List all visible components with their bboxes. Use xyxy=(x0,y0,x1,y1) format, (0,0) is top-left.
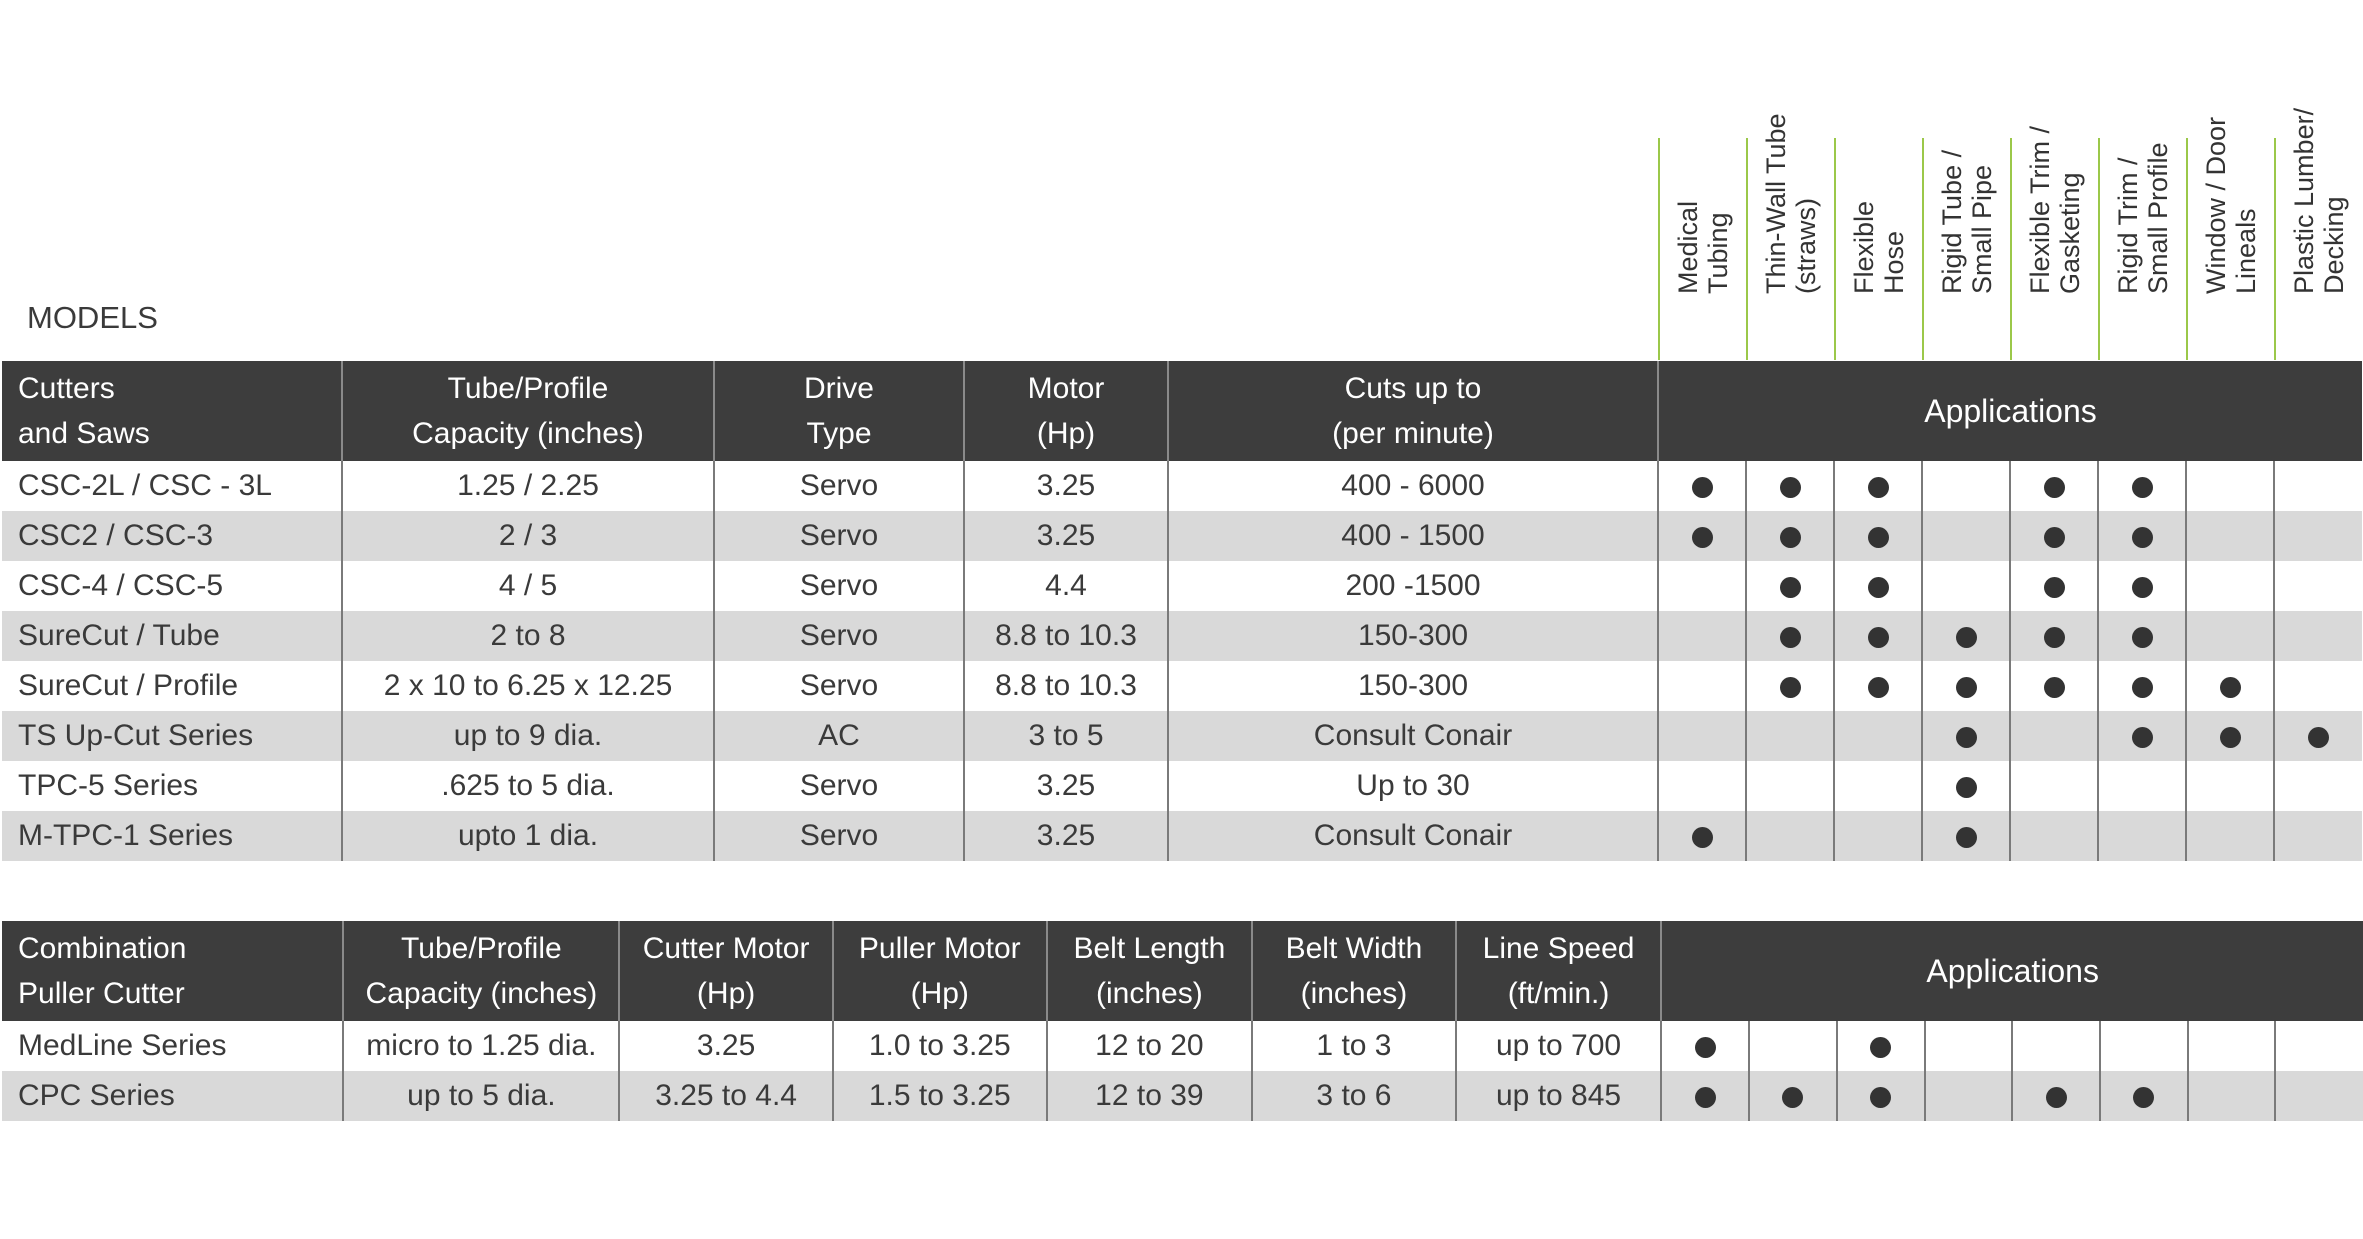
application-cell xyxy=(2100,1071,2188,1121)
cutters-header-row xyxy=(2,361,2362,461)
application-cell xyxy=(1925,1071,2013,1121)
header-line: (Hp) xyxy=(696,977,756,1010)
application-header-label xyxy=(1761,113,1821,294)
application-cell xyxy=(1834,611,1922,661)
table-row xyxy=(2,1021,2363,1071)
combo-header-col-7 xyxy=(1456,921,1662,1021)
application-cell xyxy=(1658,561,1746,611)
application-header-line: Tubing xyxy=(1703,212,1733,294)
application-header-line: (straws) xyxy=(1791,198,1821,294)
header-line: Type xyxy=(806,417,872,450)
application-cell xyxy=(2098,661,2186,711)
model-name-cell: M-TPC-1 Series xyxy=(2,811,342,861)
bullet-icon xyxy=(2044,577,2065,598)
combo-header-col-4 xyxy=(833,921,1047,1021)
cutters-table-body xyxy=(2,461,2362,861)
application-cell xyxy=(1746,711,1834,761)
application-cell xyxy=(2186,711,2274,761)
application-header-label xyxy=(1849,201,1909,294)
combo-table-body xyxy=(2,1021,2363,1121)
application-cell xyxy=(2098,461,2186,511)
application-cell xyxy=(2186,561,2274,611)
header-line: (inches) xyxy=(1300,977,1408,1010)
application-cell xyxy=(1922,511,2010,561)
application-header-line: Rigid Tube / xyxy=(1937,149,1967,294)
application-cell xyxy=(1746,761,1834,811)
bullet-icon xyxy=(2132,627,2153,648)
bullet-icon xyxy=(1692,527,1713,548)
table-row xyxy=(2,661,2362,711)
application-cell xyxy=(1658,761,1746,811)
spec-cell: 1.25 / 2.25 xyxy=(342,461,714,511)
model-name-cell: CSC-2L / CSC - 3L xyxy=(18,469,272,502)
application-header-5 xyxy=(2010,125,2098,360)
application-cell xyxy=(1834,711,1922,761)
spec-cell: Consult Conair xyxy=(1168,811,1658,861)
application-header-label xyxy=(1673,201,1733,294)
application-cell xyxy=(2098,761,2186,811)
application-cell xyxy=(1658,461,1746,511)
spec-cell: 3.25 xyxy=(964,511,1168,561)
application-header-line: Plastic Lumber/ xyxy=(2289,107,2319,294)
bullet-icon xyxy=(1956,727,1977,748)
application-cell xyxy=(1834,511,1922,561)
combo-header-col-3 xyxy=(619,921,833,1021)
spec-cell: 150-300 xyxy=(1168,661,1658,711)
header-line: Combination xyxy=(18,932,187,965)
spec-cell: 1.5 to 3.25 xyxy=(833,1071,1047,1121)
application-cell xyxy=(2186,511,2274,561)
spec-cell: 1 to 3 xyxy=(1252,1021,1456,1071)
cutters-header-col-5 xyxy=(1168,361,1658,461)
application-cell xyxy=(2010,611,2098,661)
spec-cell: Servo xyxy=(714,511,964,561)
spec-cell: up to 9 dia. xyxy=(342,711,714,761)
bullet-icon xyxy=(1956,827,1977,848)
application-cell xyxy=(2098,511,2186,561)
application-cell xyxy=(1834,461,1922,511)
spec-cell: 400 - 6000 xyxy=(1168,461,1658,511)
spec-cell: Servo xyxy=(714,761,964,811)
bullet-icon xyxy=(1868,627,1889,648)
header-line: and Saws xyxy=(18,417,150,450)
application-cell xyxy=(2010,561,2098,611)
application-cell xyxy=(2012,1071,2100,1121)
application-header-1 xyxy=(1658,138,1746,360)
bullet-icon xyxy=(1868,577,1889,598)
bullet-icon xyxy=(1780,477,1801,498)
application-cell xyxy=(1746,511,1834,561)
spec-cell: Servo xyxy=(714,561,964,611)
bullet-icon xyxy=(1782,1087,1803,1108)
spec-cell: 8.8 to 10.3 xyxy=(964,611,1168,661)
application-cell xyxy=(1834,661,1922,711)
bullet-icon xyxy=(2044,477,2065,498)
spec-cell: 2 to 8 xyxy=(342,611,714,661)
table-row xyxy=(2,561,2362,611)
application-cell xyxy=(1922,761,2010,811)
combo-header-col-6 xyxy=(1252,921,1456,1021)
application-cell xyxy=(1746,661,1834,711)
bullet-icon xyxy=(2133,1087,2154,1108)
spec-cell: 2 / 3 xyxy=(342,511,714,561)
header-line: (Hp) xyxy=(910,977,969,1010)
spec-cell: 150-300 xyxy=(1168,611,1658,661)
header-line: Capacity (inches) xyxy=(365,977,598,1010)
combo-header-row xyxy=(2,921,2363,1021)
spec-cell: 1.0 to 3.25 xyxy=(833,1021,1047,1071)
combination-puller-cutter-table xyxy=(2,921,2363,1121)
header-line: Cuts up to xyxy=(1344,372,1482,405)
bullet-icon xyxy=(2044,527,2065,548)
combo-header-col-5 xyxy=(1047,921,1253,1021)
application-cell xyxy=(1749,1021,1837,1071)
application-cell xyxy=(2275,1071,2363,1121)
spec-cell: Up to 30 xyxy=(1168,761,1658,811)
application-cell xyxy=(1746,561,1834,611)
application-cell xyxy=(2012,1021,2100,1071)
model-name-cell: SureCut / Tube xyxy=(2,611,342,661)
application-header-label xyxy=(2025,126,2085,294)
header-line: Tube/Profile xyxy=(401,932,562,965)
spec-cell: Servo xyxy=(714,811,964,861)
application-header-line: Flexible xyxy=(1849,200,1879,294)
model-name-cell: TS Up-Cut Series xyxy=(2,711,342,761)
spec-cell: Consult Conair xyxy=(1168,711,1658,761)
application-cell xyxy=(2274,611,2362,661)
header-line: Drive xyxy=(803,372,874,405)
application-cell xyxy=(1746,611,1834,661)
bullet-icon xyxy=(2132,727,2153,748)
application-cell xyxy=(1834,761,1922,811)
spec-cell: upto 1 dia. xyxy=(342,811,714,861)
application-cell xyxy=(2010,761,2098,811)
application-cell xyxy=(2186,461,2274,511)
application-cell xyxy=(2274,461,2362,511)
application-header-line: Thin-Wall Tube xyxy=(1761,113,1791,294)
header-line: Puller Cutter xyxy=(18,977,185,1010)
application-cell xyxy=(1746,461,1834,511)
spec-cell: 3 to 5 xyxy=(964,711,1168,761)
application-cell xyxy=(1922,711,2010,761)
table-row xyxy=(2,611,2362,661)
application-cell xyxy=(1837,1021,1925,1071)
application-cell xyxy=(2186,811,2274,861)
spec-cell: 3.25 xyxy=(619,1021,833,1071)
spec-cell: 3.25 xyxy=(964,761,1168,811)
application-cell xyxy=(1837,1071,1925,1121)
header-line: Cutter Motor xyxy=(642,932,810,965)
application-cell xyxy=(2098,711,2186,761)
application-cell xyxy=(2274,511,2362,561)
bullet-icon xyxy=(2308,727,2329,748)
application-cell xyxy=(2010,461,2098,511)
application-cell xyxy=(1922,661,2010,711)
application-cell xyxy=(2186,761,2274,811)
application-cell xyxy=(2100,1021,2188,1071)
header-line: (per minute) xyxy=(1332,417,1494,450)
application-header-label xyxy=(2289,108,2349,294)
spec-cell: 12 to 39 xyxy=(1047,1071,1253,1121)
application-header-6 xyxy=(2098,138,2186,360)
spec-cell: 3.25 to 4.4 xyxy=(619,1071,833,1121)
spec-cell: 12 to 20 xyxy=(1047,1021,1253,1071)
combo-applications-header: Applications xyxy=(1661,921,2363,1021)
bullet-icon xyxy=(2132,677,2153,698)
spec-cell: 400 - 1500 xyxy=(1168,511,1658,561)
spec-cell: Servo xyxy=(714,461,964,511)
spec-cell: 2 x 10 to 6.25 x 12.25 xyxy=(342,661,714,711)
bullet-icon xyxy=(1780,627,1801,648)
model-name-cell: CSC-4 / CSC-5 xyxy=(18,569,224,602)
bullet-icon xyxy=(1692,827,1713,848)
application-cell xyxy=(1658,511,1746,561)
application-cell xyxy=(2274,661,2362,711)
bullet-icon xyxy=(2132,577,2153,598)
bullet-icon xyxy=(2044,627,2065,648)
header-line: Belt Length xyxy=(1073,932,1226,965)
application-header-line: Hose xyxy=(1879,230,1909,294)
bullet-icon xyxy=(1870,1037,1891,1058)
header-line: (Hp) xyxy=(1036,417,1096,450)
application-header-line: Lineals xyxy=(2231,208,2261,294)
model-name-cell: TPC-5 Series xyxy=(18,769,199,802)
application-cell xyxy=(2010,711,2098,761)
application-cell xyxy=(1749,1071,1837,1121)
application-header-2 xyxy=(1746,113,1834,360)
bullet-icon xyxy=(1780,527,1801,548)
bullet-icon xyxy=(2132,477,2153,498)
header-line: (inches) xyxy=(1096,977,1203,1010)
table-row xyxy=(2,711,2362,761)
application-cell xyxy=(1922,611,2010,661)
application-cell xyxy=(2188,1021,2276,1071)
application-header-line: Rigid Trim / xyxy=(2113,157,2143,294)
bullet-icon xyxy=(1868,677,1889,698)
application-cell xyxy=(1922,561,2010,611)
spec-cell: 8.8 to 10.3 xyxy=(964,661,1168,711)
cutters-header-col-1 xyxy=(2,361,342,461)
application-header-label xyxy=(2201,117,2261,294)
bullet-icon xyxy=(1870,1087,1891,1108)
header-line: Tube/Profile xyxy=(447,372,609,405)
application-cell xyxy=(2098,811,2186,861)
application-cell xyxy=(1658,811,1746,861)
spec-cell: 3 to 6 xyxy=(1252,1071,1456,1121)
application-cell xyxy=(2274,811,2362,861)
cutters-applications-header: Applications xyxy=(1658,361,2362,461)
application-cell xyxy=(2098,561,2186,611)
spec-cell: 4.4 xyxy=(964,561,1168,611)
application-cell xyxy=(1925,1021,2013,1071)
application-cell xyxy=(2098,611,2186,661)
application-cell xyxy=(1661,1021,1749,1071)
header-line: Puller Motor xyxy=(858,932,1021,965)
table-row xyxy=(2,461,2362,511)
bullet-icon xyxy=(1695,1037,1716,1058)
application-header-4 xyxy=(1922,138,2010,360)
bullet-icon xyxy=(1780,677,1801,698)
bullet-icon xyxy=(1780,577,1801,598)
model-name-cell: MedLine Series xyxy=(18,1029,227,1062)
application-cell xyxy=(2274,761,2362,811)
combo-header-col-1 xyxy=(2,921,343,1021)
cutters-header-col-2 xyxy=(342,361,714,461)
application-cell xyxy=(1658,611,1746,661)
table-row xyxy=(2,811,2362,861)
application-cell xyxy=(1834,561,1922,611)
spec-cell: .625 to 5 dia. xyxy=(342,761,714,811)
header-line: Belt Width xyxy=(1285,932,1423,965)
cutters-and-saws-table xyxy=(2,361,2362,861)
application-cell xyxy=(2010,661,2098,711)
application-cell xyxy=(2274,711,2362,761)
application-cell xyxy=(1658,711,1746,761)
application-header-line: Window / Door xyxy=(2201,116,2231,294)
application-header-line: Gasketing xyxy=(2055,172,2085,294)
application-cell xyxy=(1922,461,2010,511)
table-row xyxy=(2,511,2362,561)
spec-cell: 4 / 5 xyxy=(342,561,714,611)
application-cell xyxy=(1834,811,1922,861)
spec-cell: up to 700 xyxy=(1456,1021,1662,1071)
bullet-icon xyxy=(1868,477,1889,498)
cutters-header-col-3 xyxy=(714,361,964,461)
model-name-cell: CSC2 / CSC-3 xyxy=(2,511,342,561)
application-cell xyxy=(2010,511,2098,561)
spec-cell: Servo xyxy=(714,611,964,661)
application-header-8 xyxy=(2274,107,2362,360)
header-line: (ft/min.) xyxy=(1507,977,1610,1010)
bullet-icon xyxy=(1868,527,1889,548)
header-line: Cutters xyxy=(18,372,115,405)
cutters-header-col-4 xyxy=(964,361,1168,461)
bullet-icon xyxy=(2046,1087,2067,1108)
bullet-icon xyxy=(1956,777,1977,798)
spec-cell: 3.25 xyxy=(964,461,1168,511)
header-line: Motor xyxy=(1027,372,1105,405)
application-cell xyxy=(2010,811,2098,861)
application-cell xyxy=(1661,1071,1749,1121)
application-header-3 xyxy=(1834,138,1922,360)
bullet-icon xyxy=(2044,677,2065,698)
application-cell xyxy=(2186,611,2274,661)
application-cell xyxy=(2274,561,2362,611)
application-header-line: Small Pipe xyxy=(1967,164,1997,294)
model-name-cell: SureCut / Profile xyxy=(18,669,239,702)
bullet-icon xyxy=(2220,727,2241,748)
application-header-line: Flexible Trim / xyxy=(2025,125,2055,294)
application-header-line: Medical xyxy=(1673,200,1703,294)
spec-cell: Servo xyxy=(714,661,964,711)
header-line: Line Speed xyxy=(1482,932,1635,965)
spec-cell: up to 5 dia. xyxy=(343,1071,619,1121)
application-header-label xyxy=(2113,142,2173,294)
bullet-icon xyxy=(2220,677,2241,698)
bullet-icon xyxy=(1956,677,1977,698)
spec-cell: 3.25 xyxy=(964,811,1168,861)
application-header-line: Small Profile xyxy=(2143,142,2173,294)
spec-cell: micro to 1.25 dia. xyxy=(343,1021,619,1071)
model-name-cell: CPC Series xyxy=(2,1071,343,1121)
application-cell xyxy=(1658,661,1746,711)
spec-cell: 200 -1500 xyxy=(1168,561,1658,611)
application-header-7 xyxy=(2186,116,2274,360)
table-row xyxy=(2,1071,2363,1121)
application-header-label xyxy=(1937,150,1997,294)
bullet-icon xyxy=(2132,527,2153,548)
spec-cell: up to 845 xyxy=(1456,1071,1662,1121)
application-cell xyxy=(2186,661,2274,711)
application-cell xyxy=(1746,811,1834,861)
bullet-icon xyxy=(1956,627,1977,648)
application-cell xyxy=(2275,1021,2363,1071)
bullet-icon xyxy=(1692,477,1713,498)
application-cell xyxy=(2188,1071,2276,1121)
application-header-line: Decking xyxy=(2319,196,2349,294)
combo-header-col-2 xyxy=(343,921,619,1021)
spec-cell: AC xyxy=(714,711,964,761)
models-label: MODELS xyxy=(27,300,158,335)
bullet-icon xyxy=(1695,1087,1716,1108)
application-cell xyxy=(1922,811,2010,861)
header-line: Capacity (inches) xyxy=(412,417,644,450)
table-row xyxy=(2,761,2362,811)
